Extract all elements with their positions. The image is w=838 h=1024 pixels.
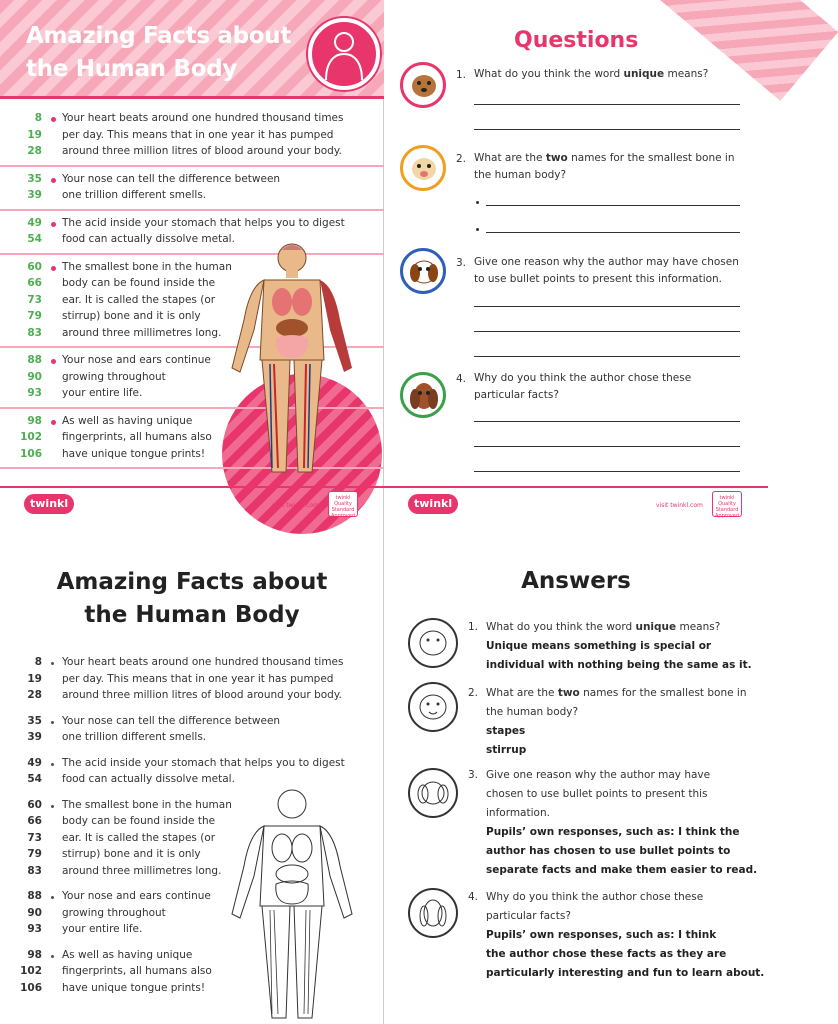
answer-text: author has chosen to use bullet points to bbox=[486, 845, 731, 857]
question-1-number: 1. bbox=[456, 69, 467, 81]
line-number: 8 bbox=[34, 656, 42, 669]
answer-line[interactable] bbox=[474, 331, 740, 332]
answer-text: stapes bbox=[486, 725, 526, 737]
fact-text bbox=[46, 923, 142, 935]
fact-text bbox=[46, 773, 235, 785]
fact-text bbox=[46, 189, 206, 201]
line-number: 98 bbox=[27, 948, 42, 961]
line-number: 98 bbox=[27, 414, 42, 427]
question-text: What do you think the word unique means? bbox=[486, 621, 721, 633]
line-number: 93 bbox=[27, 923, 42, 936]
fact-text bbox=[46, 371, 166, 383]
answer-text: the author chose these facts as they are bbox=[486, 948, 727, 960]
question-text: information. bbox=[486, 807, 550, 819]
line-number: 90 bbox=[27, 370, 42, 383]
fact-text bbox=[46, 907, 166, 919]
line-number: 8 bbox=[34, 112, 42, 125]
answer-block bbox=[486, 618, 752, 675]
line-number: 60 bbox=[27, 260, 42, 273]
page-title bbox=[26, 20, 306, 86]
body-silhouette-icon bbox=[308, 18, 380, 90]
fact-line bbox=[0, 171, 384, 188]
bullet-icon bbox=[51, 955, 54, 958]
question-text: What are the two names for the smallest bone in bbox=[486, 687, 747, 699]
fact-line bbox=[0, 755, 384, 772]
title-line-2: the Human Body bbox=[26, 56, 238, 82]
question-4-number: 4. bbox=[456, 373, 467, 385]
answer-line[interactable] bbox=[474, 421, 740, 422]
fact-item bbox=[0, 650, 384, 709]
line-number: 79 bbox=[27, 848, 42, 861]
fact-text-content: Your nose and ears continue bbox=[62, 890, 211, 903]
fact-text bbox=[46, 277, 215, 289]
human-body-outline-illustration bbox=[226, 786, 358, 1024]
fact-text-content: your entire life. bbox=[62, 923, 143, 936]
fact-text bbox=[46, 217, 345, 229]
fact-text bbox=[46, 757, 345, 769]
corner-stripes bbox=[658, 0, 838, 101]
fact-line bbox=[0, 127, 384, 144]
question-text: Why do you think the author chose these bbox=[486, 891, 704, 903]
fact-line bbox=[0, 110, 384, 127]
line-number: 93 bbox=[27, 387, 42, 400]
fact-line bbox=[0, 729, 384, 746]
line-number: 35 bbox=[27, 172, 42, 185]
fact-text bbox=[46, 673, 333, 685]
human-body-illustration bbox=[226, 240, 358, 480]
answers-title: Answers bbox=[521, 568, 631, 594]
twinkl-logo[interactable]: twinkl bbox=[24, 494, 74, 514]
bullet-icon bbox=[51, 896, 54, 899]
dog-sketch-icon-3 bbox=[408, 768, 458, 818]
title-line-1: Amazing Facts about bbox=[26, 23, 292, 49]
answer-line[interactable] bbox=[474, 446, 740, 447]
answer-number: 4. bbox=[468, 891, 479, 903]
dog-icon-3 bbox=[400, 248, 446, 294]
fact-text bbox=[46, 965, 212, 977]
fact-text-content: one trillion different smells. bbox=[62, 731, 207, 744]
fact-text-content: As well as having unique bbox=[62, 948, 193, 961]
question-3-number: 3. bbox=[456, 257, 467, 269]
fact-text-content: ear. It is called the stapes (or bbox=[62, 293, 216, 306]
fact-text-content: around three millimetres long. bbox=[62, 326, 222, 339]
answer-block bbox=[486, 888, 764, 983]
fact-text bbox=[46, 731, 206, 743]
line-number: 19 bbox=[27, 128, 42, 141]
fact-line bbox=[0, 215, 384, 232]
answer-text: Pupils’ own responses, such as: I think bbox=[486, 929, 717, 941]
answer-text: Unique means something is special or bbox=[486, 640, 712, 652]
bullet-icon bbox=[51, 420, 56, 425]
footer bbox=[0, 486, 384, 519]
answer-text: separate facts and make them easier to read. bbox=[486, 864, 758, 876]
fact-text bbox=[46, 689, 342, 701]
fact-text-content: The acid inside your stomach that helps you to digest bbox=[62, 216, 345, 229]
fact-text-content: have unique tongue prints! bbox=[62, 981, 206, 994]
line-number: 66 bbox=[27, 277, 42, 290]
fact-line bbox=[0, 687, 384, 704]
bullet-icon bbox=[51, 721, 54, 724]
fact-text bbox=[46, 129, 333, 141]
fact-text-content: The acid inside your stomach that helps you to digest bbox=[62, 756, 345, 769]
fact-text bbox=[46, 261, 232, 273]
answer-line[interactable] bbox=[474, 129, 740, 130]
twinkl-logo[interactable]: twinkl bbox=[408, 494, 458, 514]
answer-text: stirrup bbox=[486, 744, 527, 756]
fact-text-content: Your heart beats around one hundred thousand times bbox=[62, 112, 344, 125]
line-number: 28 bbox=[27, 145, 42, 158]
answer-line[interactable] bbox=[474, 471, 740, 472]
fact-text bbox=[46, 294, 215, 306]
fact-item bbox=[0, 106, 384, 167]
fact-text-content: around three million litres of blood around your body. bbox=[62, 689, 342, 702]
questions-page bbox=[384, 0, 768, 519]
answer-text: particularly interesting and fun to learn about. bbox=[486, 967, 765, 979]
bullet-icon bbox=[51, 222, 56, 227]
fact-text bbox=[46, 799, 232, 811]
answer-block bbox=[486, 684, 747, 760]
footer bbox=[384, 486, 768, 519]
line-number: 106 bbox=[20, 447, 42, 460]
answer-number: 2. bbox=[468, 687, 479, 699]
fact-text-content: one trillion different smells. bbox=[62, 189, 207, 202]
question-3-text: Give one reason why the author may have chosen to use bullet points to present this information. bbox=[474, 256, 739, 285]
fact-text bbox=[46, 715, 280, 727]
answers-page bbox=[384, 512, 768, 1024]
fact-item bbox=[0, 709, 384, 751]
line-number: 88 bbox=[27, 354, 42, 367]
line-number: 19 bbox=[27, 672, 42, 685]
answer-number: 3. bbox=[468, 769, 479, 781]
fact-text bbox=[46, 656, 343, 668]
fact-text bbox=[46, 310, 201, 322]
line-number: 60 bbox=[27, 798, 42, 811]
line-number: 90 bbox=[27, 906, 42, 919]
question-text: the human body? bbox=[486, 706, 579, 718]
fact-line bbox=[0, 654, 384, 671]
fact-text-content: body can be found inside the bbox=[62, 815, 216, 828]
header-underline bbox=[0, 96, 384, 99]
visit-link[interactable]: visit twinkl.com bbox=[656, 502, 703, 509]
footer-bar bbox=[384, 486, 768, 488]
dog-sketch-icon-1 bbox=[408, 618, 458, 668]
quality-badge: twinkl Quality Standard Approved bbox=[712, 491, 742, 517]
line-number: 39 bbox=[27, 189, 42, 202]
title-line-1: Amazing Facts about bbox=[56, 569, 328, 595]
bullet bbox=[476, 228, 479, 231]
answer-text: individual with nothing being the same as it. bbox=[486, 659, 752, 671]
fact-text bbox=[46, 112, 343, 124]
facts-page-color bbox=[0, 0, 384, 519]
question-2-text: What are the two names for the smallest bone in the human body? bbox=[474, 152, 735, 181]
fact-line bbox=[0, 143, 384, 160]
question-2-number: 2. bbox=[456, 153, 467, 165]
fact-text-content: around three million litres of blood around your body. bbox=[62, 145, 342, 158]
answer-line[interactable] bbox=[486, 232, 740, 233]
line-number: 35 bbox=[27, 714, 42, 727]
line-number: 88 bbox=[27, 890, 42, 903]
fact-text bbox=[46, 448, 205, 460]
bullet-icon bbox=[51, 359, 56, 364]
fact-text-content: Your nose and ears continue bbox=[62, 354, 211, 367]
fact-text-content: food can actually dissolve metal. bbox=[62, 773, 235, 786]
fact-text bbox=[46, 145, 342, 157]
question-text: Give one reason why the author may have bbox=[486, 769, 711, 781]
answer-number: 1. bbox=[468, 621, 479, 633]
line-number: 54 bbox=[27, 233, 42, 246]
fact-text bbox=[46, 865, 221, 877]
fact-text-content: have unique tongue prints! bbox=[62, 447, 206, 460]
fact-text bbox=[46, 173, 280, 185]
fact-text-content: growing throughout bbox=[62, 370, 166, 383]
fact-text bbox=[46, 949, 192, 961]
line-number: 49 bbox=[27, 216, 42, 229]
fact-text-content: Your nose can tell the difference between bbox=[62, 714, 281, 727]
fact-line bbox=[0, 671, 384, 688]
fact-text-content: body can be found inside the bbox=[62, 277, 216, 290]
question-text: particular facts? bbox=[486, 910, 571, 922]
bullet-icon bbox=[51, 117, 56, 122]
fact-text bbox=[46, 354, 211, 366]
bullet-icon bbox=[51, 178, 56, 183]
fact-text-content: around three millimetres long. bbox=[62, 864, 222, 877]
line-number: 83 bbox=[27, 326, 42, 339]
fact-text bbox=[46, 327, 221, 339]
fact-line bbox=[0, 187, 384, 204]
dog-icon-1 bbox=[400, 62, 446, 108]
answer-text: Pupils’ own responses, such as: I think the bbox=[486, 826, 740, 838]
questions-title: Questions bbox=[514, 28, 639, 53]
fact-text-content: Your nose can tell the difference between bbox=[62, 172, 281, 185]
fact-text-content: As well as having unique bbox=[62, 414, 193, 427]
visit-link[interactable]: visit twinkl.com bbox=[272, 502, 319, 509]
fact-text-content: Your heart beats around one hundred thousand times bbox=[62, 656, 344, 669]
line-number: 102 bbox=[20, 431, 42, 444]
fact-text bbox=[46, 431, 212, 443]
footer-bar bbox=[0, 486, 384, 488]
fact-line bbox=[0, 713, 384, 730]
quality-badge: twinkl Quality Standard Approved bbox=[328, 491, 358, 517]
fact-text bbox=[46, 387, 142, 399]
fact-text bbox=[46, 815, 215, 827]
line-number: 73 bbox=[27, 293, 42, 306]
fact-text bbox=[46, 848, 201, 860]
fact-text-content: stirrup) bone and it is only bbox=[62, 848, 201, 861]
bullet-icon bbox=[51, 805, 54, 808]
dog-sketch-icon-2 bbox=[408, 682, 458, 732]
fact-item bbox=[0, 167, 384, 211]
answer-line[interactable] bbox=[474, 356, 740, 357]
fact-text-content: fingerprints, all humans also bbox=[62, 431, 212, 444]
bullet-icon bbox=[51, 662, 54, 665]
bullet-icon bbox=[51, 266, 56, 271]
fact-text-content: per day. This means that in one year it has pumped bbox=[62, 672, 334, 685]
line-number: 49 bbox=[27, 756, 42, 769]
fact-text bbox=[46, 415, 192, 427]
dog-icon-2 bbox=[400, 145, 446, 191]
fact-text-content: ear. It is called the stapes (or bbox=[62, 831, 216, 844]
bullet-icon bbox=[51, 763, 54, 766]
fact-text-content: fingerprints, all humans also bbox=[62, 965, 212, 978]
answer-line[interactable] bbox=[474, 104, 740, 105]
line-number: 83 bbox=[27, 864, 42, 877]
line-number: 73 bbox=[27, 831, 42, 844]
line-number: 54 bbox=[27, 773, 42, 786]
fact-text-content: per day. This means that in one year it has pumped bbox=[62, 128, 334, 141]
line-number: 39 bbox=[27, 731, 42, 744]
fact-text-content: stirrup) bone and it is only bbox=[62, 310, 201, 323]
question-1-text: What do you think the word unique means? bbox=[474, 68, 709, 80]
facts-page-bw bbox=[0, 512, 384, 1024]
question-text: chosen to use bullet points to present this bbox=[486, 788, 708, 800]
line-number: 102 bbox=[20, 965, 42, 978]
dog-icon-4 bbox=[400, 372, 446, 418]
fact-text bbox=[46, 890, 211, 902]
fact-text-content: food can actually dissolve metal. bbox=[62, 233, 235, 246]
answer-line[interactable] bbox=[486, 205, 740, 206]
dog-sketch-icon-4 bbox=[408, 888, 458, 938]
question-4-text: Why do you think the author chose these particular facts? bbox=[474, 372, 692, 401]
fact-text bbox=[46, 832, 215, 844]
line-number: 106 bbox=[20, 981, 42, 994]
bullet bbox=[476, 201, 479, 204]
line-number: 66 bbox=[27, 815, 42, 828]
line-number: 28 bbox=[27, 689, 42, 702]
fact-text bbox=[46, 233, 235, 245]
title-line-2: the Human Body bbox=[84, 602, 300, 628]
fact-text bbox=[46, 982, 205, 994]
fact-text-content: The smallest bone in the human bbox=[62, 260, 232, 273]
line-number: 79 bbox=[27, 310, 42, 323]
page-title-bw bbox=[0, 566, 384, 632]
answer-block bbox=[486, 766, 757, 880]
fact-text-content: growing throughout bbox=[62, 906, 166, 919]
fact-text-content: your entire life. bbox=[62, 387, 143, 400]
answer-line[interactable] bbox=[474, 306, 740, 307]
fact-text-content: The smallest bone in the human bbox=[62, 798, 232, 811]
